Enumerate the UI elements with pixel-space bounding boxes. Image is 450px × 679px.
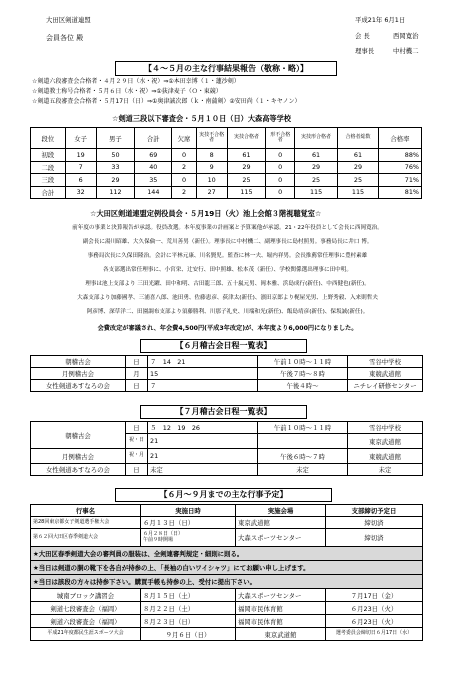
schedule-h-venue: 実施会場 bbox=[236, 505, 326, 517]
june-title: 【６月稽古会日程一覧表】 bbox=[140, 339, 307, 353]
exam-cell: 71% bbox=[378, 174, 421, 187]
exam-cell: 81% bbox=[378, 186, 421, 199]
schedule-cell: ７月17日（金） bbox=[326, 589, 423, 602]
schedule-h-date: 実施日時 bbox=[141, 505, 236, 517]
june-cell: ７ bbox=[148, 380, 258, 392]
exam-cell: 0 bbox=[266, 174, 295, 187]
exam-cell: 61 bbox=[338, 149, 379, 162]
schedule-cell: ９月６日（日） bbox=[141, 628, 236, 641]
exam-cell: 合計 bbox=[31, 186, 66, 199]
exam-h-total-pass: 合格者総数 bbox=[338, 128, 379, 149]
july-cell: 東競武道館 bbox=[348, 449, 423, 464]
june-row bbox=[31, 356, 423, 368]
exam-h-rate: 合格率 bbox=[378, 128, 421, 149]
exam-header-row bbox=[31, 128, 422, 149]
july-cell: 祝・月 bbox=[126, 449, 148, 464]
exam-h-total: 合計 bbox=[135, 128, 172, 149]
schedule-cell: ６月23日（火） bbox=[326, 602, 423, 615]
exam-cell: 2 bbox=[172, 161, 197, 174]
exam-cell: 10 bbox=[196, 174, 227, 187]
exam-cell: 0 bbox=[266, 161, 295, 174]
schedule-cell: 剣道六段審査会（福岡） bbox=[31, 615, 141, 628]
schedule-row bbox=[31, 615, 423, 628]
exam-cell: 40 bbox=[135, 161, 172, 174]
issue-date: 平成21年 6月1日 bbox=[355, 16, 406, 24]
meeting-line-4: 各支部選出常任理事に、小宮栄、辻安行、田中照雄、松本茂（新任）、学校関係選出理事に田中明。 bbox=[103, 267, 352, 273]
schedule-cell: 剣道七段審査会（福岡） bbox=[31, 602, 141, 615]
exam-cell: 61 bbox=[227, 149, 266, 162]
june-table bbox=[30, 355, 423, 392]
schedule-cell: 締切済 bbox=[326, 517, 423, 529]
meeting-line-7: 阿彦博、深草洋二、田園調布支部より須藤勝利、川那子礼史、川端和光(新任)、飯島靖彦(新任)、保坂誠(新任)。 bbox=[86, 309, 369, 315]
schedule-cell: 大森スポーツセンター bbox=[236, 529, 326, 547]
schedule-cell: ６月23日（火） bbox=[326, 615, 423, 628]
exam-cell: 0 bbox=[172, 174, 197, 187]
july-cell: 祝・日 bbox=[126, 434, 148, 449]
schedule-table bbox=[30, 504, 423, 641]
exam-table bbox=[30, 127, 422, 199]
schedule-row bbox=[31, 517, 423, 529]
schedule-h-event: 行事名 bbox=[31, 505, 141, 517]
exam-cell: 19 bbox=[65, 149, 96, 162]
exam-cell: 2 bbox=[172, 186, 197, 199]
schedule-note-row bbox=[31, 561, 423, 575]
schedule-header-row bbox=[31, 505, 423, 517]
june-row bbox=[31, 380, 423, 392]
schedule-row bbox=[31, 589, 423, 602]
exam-h-female: 女子 bbox=[65, 128, 96, 149]
schedule-cell: ８月２２日（土） bbox=[141, 602, 236, 615]
exam-cell: 112 bbox=[96, 186, 135, 199]
june-cell: ７ 14 21 bbox=[148, 356, 258, 368]
july-cell: 午後６時～７時 bbox=[258, 449, 348, 464]
report-item-2: ☆剣道教士称号合格者・５月６日（水・祝）⇒①荻津麦子（Ｏ・東競） bbox=[32, 88, 222, 95]
exam-h-male: 男子 bbox=[96, 128, 135, 149]
exam-h-kata-fail: 形不合格者 bbox=[266, 128, 295, 149]
schedule-note-1: ★大田区春季剣道大会の審判員の服装は、全剣連審判規定・細則に則る。 bbox=[31, 547, 423, 561]
exam-cell: 29 bbox=[96, 174, 135, 187]
july-cell: 女性剣道あすなろの会 bbox=[31, 464, 126, 476]
exam-cell: 0 bbox=[266, 149, 295, 162]
july-cell: 雪谷中学校 bbox=[348, 422, 423, 434]
exam-row bbox=[31, 161, 422, 174]
june-cell: 15 bbox=[148, 368, 258, 380]
exam-cell: 29 bbox=[295, 161, 338, 174]
exam-h-kata-pass: 実技形合格者 bbox=[295, 128, 338, 149]
schedule-note-row bbox=[31, 547, 423, 561]
schedule-cell: ８月２３日（日） bbox=[141, 615, 236, 628]
july-cell: 日 bbox=[126, 422, 148, 434]
exam-h-absent: 欠席 bbox=[172, 128, 197, 149]
exam-cell: 33 bbox=[96, 161, 135, 174]
july-cell: 未定 bbox=[258, 464, 348, 476]
exam-h-practical-fail: 実技不合格者 bbox=[196, 128, 227, 149]
july-cell: 日 bbox=[126, 464, 148, 476]
director-role: 理事長 bbox=[355, 47, 375, 55]
meeting-line-2: 副会長に湯川昭雄、大久保倫一、荒川善男（新任）。理事長に中村機二、副理事長に島村照男。事務局長に井口 博。 bbox=[82, 239, 373, 245]
july-cell: 21 bbox=[148, 449, 258, 464]
july-cell: ５ 12 19 26 bbox=[148, 422, 258, 434]
exam-cell: 50 bbox=[96, 149, 135, 162]
exam-cell: 115 bbox=[338, 186, 379, 199]
july-cell bbox=[258, 434, 348, 449]
addressee: 会員各位 殿 bbox=[46, 34, 84, 42]
exam-cell: 35 bbox=[135, 174, 172, 187]
exam-cell: 二段 bbox=[31, 161, 66, 174]
exam-cell: 25 bbox=[295, 174, 338, 187]
july-cell: 朝稽古会 bbox=[31, 422, 126, 449]
report-item-3: ☆剣道五段審査会合格者・５月17日（日）⇒①奥津誠次郎（ｋ・南蒲剣）②安田尚（１・キヤノン） bbox=[32, 98, 301, 105]
exam-cell: 6 bbox=[65, 174, 96, 187]
june-cell: 日 bbox=[126, 356, 148, 368]
meeting-title: ☆大田区剣道連盟定例役員会・５月19日（火）池上会館３階視聴覚室☆ bbox=[90, 209, 322, 218]
exam-cell: 32 bbox=[65, 186, 96, 199]
exam-cell: 29 bbox=[338, 161, 379, 174]
schedule-cell: 第６２回大田区春季剣道大会 bbox=[31, 529, 141, 547]
june-cell: 雪谷中学校 bbox=[348, 356, 423, 368]
june-row bbox=[31, 368, 423, 380]
exam-cell: 27 bbox=[196, 186, 227, 199]
exam-cell: 9 bbox=[196, 161, 227, 174]
schedule-h-deadline: 支部締切予定日 bbox=[326, 505, 423, 517]
june-cell: 午前１０時～１１時 bbox=[258, 356, 348, 368]
exam-cell: 0 bbox=[172, 149, 197, 162]
schedule-cell: 東京武道館 bbox=[236, 628, 326, 641]
exam-title: ☆剣道三段以下審査会・５月１０日（日）大森高等学校 bbox=[112, 114, 291, 123]
schedule-cell: 福岡市民体育館 bbox=[236, 615, 326, 628]
july-cell: 21 bbox=[148, 434, 258, 449]
schedule-note-row bbox=[31, 575, 423, 589]
july-row bbox=[31, 464, 423, 476]
schedule-cell: 第28回東京都女子剣道選手権大会 bbox=[31, 517, 141, 529]
report-title: 【４～５月の主な行事結果報告（敬称・略）】 bbox=[115, 61, 337, 76]
schedule-cell: 東京武道館 bbox=[236, 517, 326, 529]
schedule-cell: 福岡市民体育館 bbox=[236, 602, 326, 615]
july-cell: 午前１０時～１１時 bbox=[258, 422, 348, 434]
fee-notice: 会費改定が審議され、年会費4,500円(平成3年改定)が、本年度より6,000円になりました。 bbox=[97, 325, 358, 332]
schedule-cell: 大森スポーツセンター bbox=[236, 589, 326, 602]
june-cell: ニチレイ研修センター bbox=[348, 380, 423, 392]
exam-cell: 8 bbox=[196, 149, 227, 162]
exam-row bbox=[31, 149, 422, 162]
schedule-cell: ８月１５日（土） bbox=[141, 589, 236, 602]
report-item-1: ☆剣道六段審査会合格者・４月２９日（水・祝）⇒①本田幸博（１・蓮沙剣） bbox=[32, 78, 240, 85]
exam-cell: 88% bbox=[378, 149, 421, 162]
july-title: 【７月稽古会日程一覧表】 bbox=[140, 405, 307, 419]
meeting-line-6: 大森支部より加藤國孝、三浦喜八郎、池田勇、佐藤恵彦、荻津太(新任)、濱田京郎より梶屋光男、上野秀毅、入来則哲夫 bbox=[77, 295, 378, 301]
june-cell: 日 bbox=[126, 380, 148, 392]
schedule-note-2: ★当日は剣道の胴の靴下を各自が持参の上、「長袖の白いワイシャツ」にてお願い申し上げます。 bbox=[31, 561, 423, 575]
schedule-cell: 城南ブロック講習会 bbox=[31, 589, 141, 602]
meeting-line-3: 事務局次長に久保田隆治。会計に平林元康、川名賢児。監査に林一夫、堀内祥男。会長推薦常任理事に豊村素雄 bbox=[87, 253, 368, 259]
exam-cell: 69 bbox=[135, 149, 172, 162]
exam-cell: 25 bbox=[338, 174, 379, 187]
exam-h-practical-pass: 実技合格者 bbox=[227, 128, 266, 149]
president-name: 西岡寛治 bbox=[393, 32, 419, 40]
exam-total-row bbox=[31, 186, 422, 199]
june-cell: 午後７時～８時 bbox=[258, 368, 348, 380]
exam-row bbox=[31, 174, 422, 187]
june-cell: 月 bbox=[126, 368, 148, 380]
july-cell: 未定 bbox=[348, 464, 423, 476]
exam-cell: 115 bbox=[295, 186, 338, 199]
schedule-cell: ６月１３日（日） bbox=[141, 517, 236, 529]
meeting-line-1: 前年度の事業と決算報告が承認。役員改選。本年度事業の計画案と予算案他が承認。21・22年役員として会長に西岡寛治。 bbox=[72, 225, 383, 231]
schedule-cell: ６月２８日（日） 午前９時開場 bbox=[141, 529, 236, 547]
june-cell: 東競武道館 bbox=[348, 368, 423, 380]
july-row bbox=[31, 449, 423, 464]
exam-cell: 三段 bbox=[31, 174, 66, 187]
schedule-cell: 選考委員会締切日６月17日（水） bbox=[326, 628, 423, 641]
july-cell: 未定 bbox=[148, 464, 258, 476]
schedule-row bbox=[31, 529, 423, 547]
july-cell: 東京武道館 bbox=[348, 434, 423, 449]
meeting-line-5: 理事は池上支部より 三田光躍、田中和明、古田龍三郎、五十嵐元男、岡本雅、浜島成行(新任)、中西健也(新任)。 bbox=[85, 281, 370, 287]
exam-cell: 7 bbox=[65, 161, 96, 174]
june-cell: 女性剣道あすなろの会 bbox=[31, 380, 126, 392]
schedule-note-3: ★当日は該段の方々は持参下さい。購買手帳も持参の上、受付に提出下さい。 bbox=[31, 575, 423, 589]
july-cell: 月例稽古会 bbox=[31, 449, 126, 464]
schedule-cell: 平成21年度都民生涯スポーツ大会 bbox=[31, 628, 141, 641]
exam-cell: 初段 bbox=[31, 149, 66, 162]
june-cell: 朝稽古会 bbox=[31, 356, 126, 368]
june-cell: 午後４時～ bbox=[258, 380, 348, 392]
exam-h-grade: 段位 bbox=[31, 128, 66, 149]
exam-cell: 76% bbox=[378, 161, 421, 174]
july-row bbox=[31, 422, 423, 434]
schedule-cell: 締切済 bbox=[326, 529, 423, 547]
exam-cell: 144 bbox=[135, 186, 172, 199]
schedule-row bbox=[31, 628, 423, 641]
july-table bbox=[30, 421, 423, 476]
director-name: 中村機二 bbox=[393, 47, 419, 55]
exam-cell: 25 bbox=[227, 174, 266, 187]
president-role: 会 長 bbox=[355, 32, 370, 40]
schedule-title: 【６月～９月までの主な行事予定】 bbox=[115, 488, 332, 502]
exam-cell: 61 bbox=[295, 149, 338, 162]
org-name: 大田区剣道連盟 bbox=[46, 16, 91, 24]
schedule-row bbox=[31, 602, 423, 615]
june-cell: 月例稽古会 bbox=[31, 368, 126, 380]
exam-cell: 115 bbox=[227, 186, 266, 199]
exam-cell: 0 bbox=[266, 186, 295, 199]
exam-cell: 29 bbox=[227, 161, 266, 174]
